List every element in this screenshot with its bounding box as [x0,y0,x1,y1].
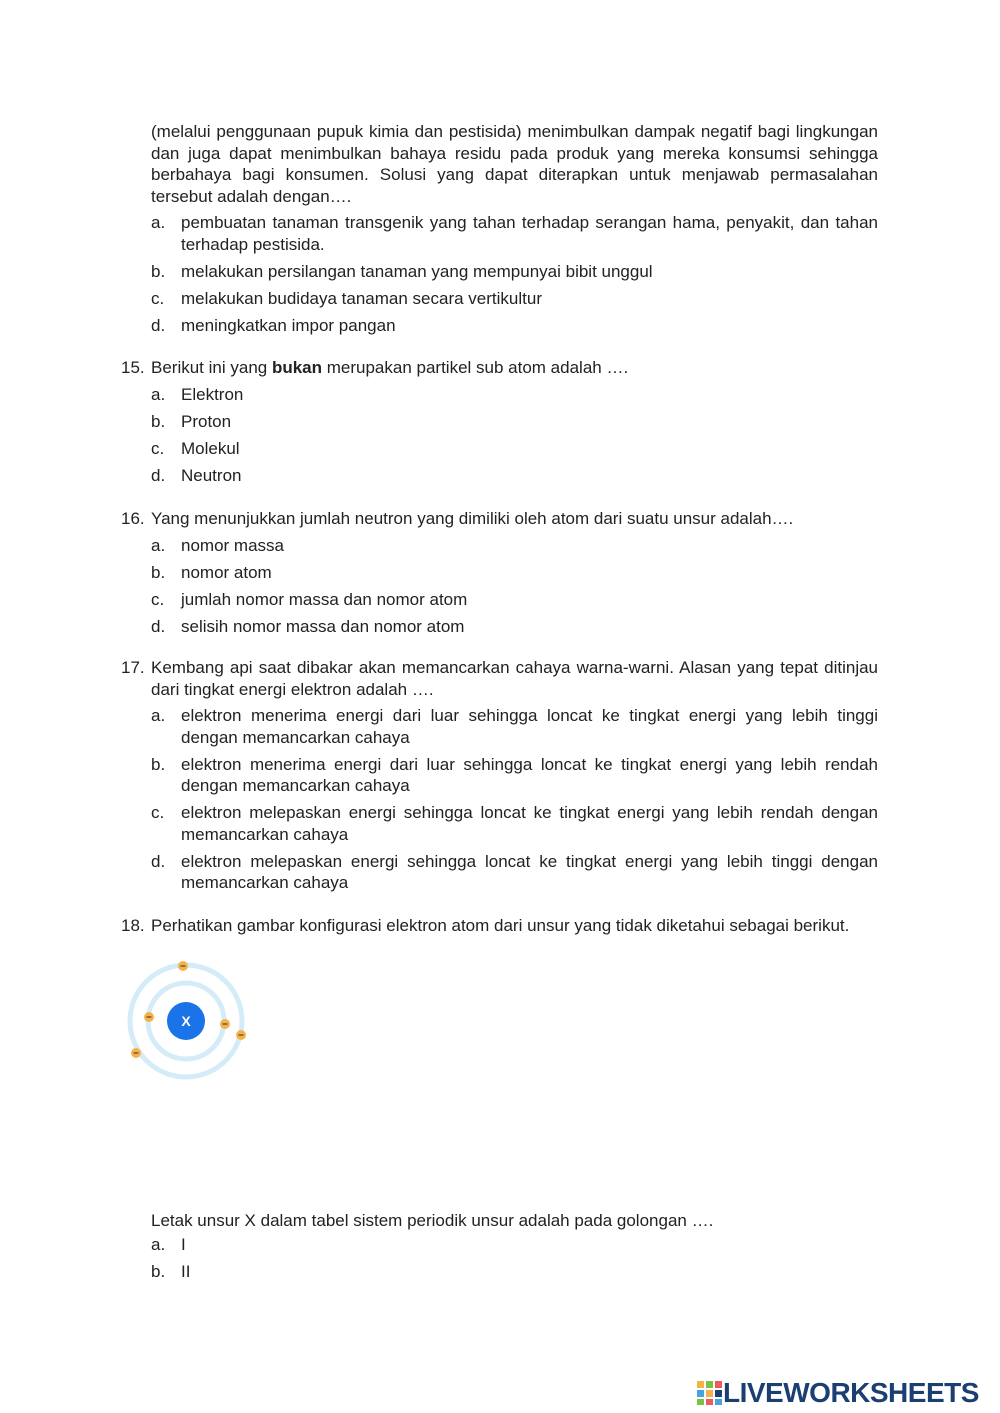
question-text-part: Berikut ini yang [151,358,272,377]
question-number: 18. [121,916,145,935]
question-emphasis: bukan [271,358,323,377]
question-15-options [151,384,878,487]
option-letter: d. [151,616,166,636]
option-letter: d. [151,315,166,335]
question-15 [121,357,878,492]
option-text: meningkatkan impor pangan [181,315,396,335]
option-item[interactable] [151,616,878,638]
option-item[interactable] [151,384,878,406]
option-item[interactable] [151,465,878,487]
electron-outer-top [178,961,188,971]
question-14-continuation [151,121,878,342]
option-letter: b. [151,411,166,431]
option-text: elektron menerima energi dari luar sehingga loncat ke tingkat energi yang lebih rendah dengan memancarkan cahaya [181,754,878,795]
option-letter: a. [151,706,166,725]
option-text: nomor atom [181,562,272,582]
liveworksheets-logo[interactable] [697,1378,979,1408]
option-letter: c. [151,438,165,458]
option-text: Proton [181,411,232,431]
option-letter: b. [151,562,166,582]
option-letter: b. [151,1261,166,1281]
option-item[interactable] [151,411,878,433]
option-item[interactable] [151,589,878,611]
question-number: 15. [121,358,145,377]
option-text: selisih nomor massa dan nomor atom [181,616,465,636]
option-text: Molekul [181,438,240,458]
option-letter: a. [151,213,166,232]
option-item[interactable] [151,438,878,460]
option-item[interactable] [151,288,878,310]
question-14-text: (melalui penggunaan pupuk kimia dan pestisida) menimbulkan dampak negatif bagi lingkungan dan juga dapat menimbulkan bahaya residu pada produk yang mereka konsumsi sehingga berbahaya bagi konsumen. Solusi yang dapat diterapkan untuk menjawab permasalahan tersebut adalah dengan…. [151,122,878,206]
option-text: pembuatan tanaman transgenik yang tahan terhadap serangan hama, penyakit, dan tahan terhadap pestisida. [181,213,878,254]
option-text: melakukan persilangan tanaman yang mempunyai bibit unggul [181,261,653,281]
option-letter: a. [151,1234,166,1254]
electron-inner-right [220,1019,230,1029]
option-item[interactable] [151,261,878,283]
option-item[interactable] [151,1261,878,1283]
option-letter: a. [151,384,166,404]
option-letter: b. [151,261,166,281]
option-letter: a. [151,535,166,555]
option-text: elektron melepaskan energi sehingga loncat ke tingkat energi yang lebih tinggi dengan memancarkan cahaya [181,851,878,892]
option-item[interactable] [151,851,878,894]
option-letter: b. [151,754,166,774]
option-item[interactable] [151,705,878,748]
option-item[interactable] [151,562,878,584]
option-item[interactable] [151,802,878,845]
option-text: I [181,1234,186,1254]
question-number: 17. [121,658,145,677]
option-text: elektron menerima energi dari luar sehingga loncat ke tingkat energi yang lebih tinggi dengan memancarkan cahaya [181,706,878,747]
logo-text: LIVEWORKSHEETS [723,1377,979,1408]
option-text: Neutron [181,465,242,485]
option-text: II [181,1261,191,1281]
option-text: elektron melepaskan energi sehingga loncat ke tingkat energi yang lebih rendah dengan memancarkan cahaya [181,803,878,844]
question-18 [121,915,878,937]
option-letter: c. [151,589,165,609]
option-text: nomor massa [181,535,284,555]
option-text: Elektron [181,384,244,404]
option-item[interactable] [151,212,878,255]
electron-outer-left [131,1048,141,1058]
question-text: Letak unsur X dalam tabel sistem periodik unsur adalah pada golongan …. [151,1211,714,1230]
option-text: melakukan budidaya tanaman secara vertikultur [181,288,542,308]
question-number: 16. [121,509,145,528]
electron-configuration-diagram [124,958,254,1088]
option-text: jumlah nomor massa dan nomor atom [181,589,468,609]
liveworksheets-grid-icon [697,1381,723,1405]
question-text: Yang menunjukkan jumlah neutron yang dimiliki oleh atom dari suatu unsur adalah…. [151,509,794,528]
question-text-part: merupakan partikel sub atom adalah …. [322,358,629,377]
option-letter: d. [151,851,166,871]
question-16 [121,508,878,643]
electron-inner-left [144,1012,154,1022]
question-17 [121,657,878,899]
option-item[interactable] [151,315,878,337]
question-text: Kembang api saat dibakar akan memancarkan cahaya warna-warni. Alasan yang tepat ditinjau dari tingkat energi elektron adalah …. [151,658,878,699]
question-text: Perhatikan gambar konfigurasi elektron atom dari unsur yang tidak diketahui sebagai berikut. [151,916,850,935]
question-14-options [151,212,878,336]
question-18-follow-up [151,1210,878,1288]
option-item[interactable] [151,535,878,557]
question-17-options [151,705,878,894]
question-text [151,357,878,379]
option-item[interactable] [151,1234,878,1256]
option-letter: c. [151,803,165,822]
question-18-options [151,1234,878,1283]
option-letter: c. [151,288,165,308]
option-item[interactable] [151,754,878,797]
option-letter: d. [151,465,166,485]
question-16-options [151,535,878,638]
electron-outer-right [236,1030,246,1040]
nucleus-label: X [181,1013,191,1029]
